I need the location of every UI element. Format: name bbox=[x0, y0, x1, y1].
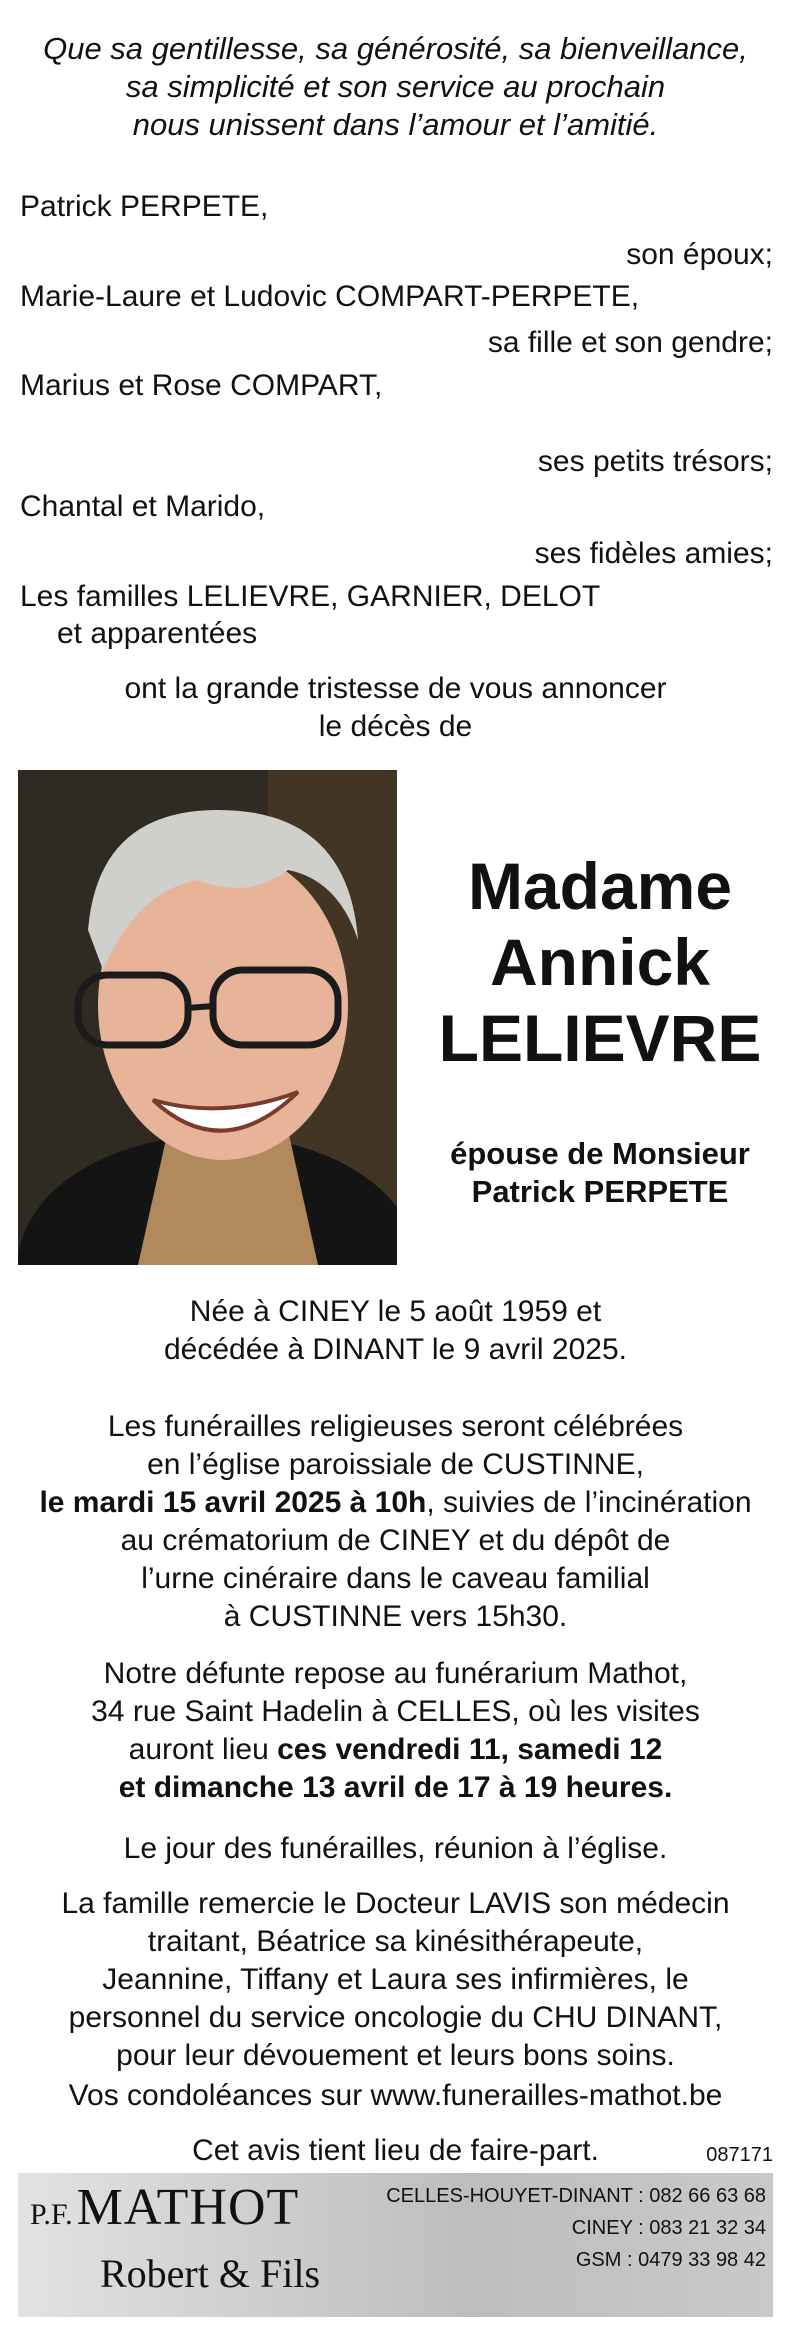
thanks-line-5: pour leur dévouement et leurs bons soins. bbox=[116, 2039, 675, 2072]
family-name-2: Marie-Laure et Ludovic COMPART-PERPETE, bbox=[20, 280, 640, 313]
portrait-photo bbox=[18, 770, 397, 1265]
repose-line-4 bbox=[0, 1769, 791, 1807]
death-line: décédée à DINANT le 9 avril 2025. bbox=[163, 1333, 628, 1366]
condolences-link[interactable]: Vos condoléances sur www.funerailles-mathot.be bbox=[68, 2079, 723, 2112]
repose-line-3 bbox=[0, 1731, 791, 1769]
funeral-line-4: au crématorium de CINEY et du dépôt de bbox=[120, 1524, 671, 1557]
brand-subtitle: Robert & Fils bbox=[100, 2251, 321, 2296]
thanks-line-4: personnel du service oncologie du CHU DINANT, bbox=[68, 2001, 723, 2034]
reference-number: 087171 bbox=[706, 2144, 773, 2166]
quote-line-3: nous unissent dans l’amour et l’amitié. bbox=[132, 107, 659, 142]
thanks-line-2: traitant, Béatrice sa kinésithérapeute, bbox=[147, 1925, 644, 1958]
funeral-line-2: en l’église paroissiale de CUSTINNE, bbox=[147, 1448, 644, 1481]
notice-text: Cet avis tient lieu de faire-part. bbox=[192, 2134, 599, 2167]
deceased-name-block bbox=[420, 848, 780, 1076]
family-relation-1: son époux; bbox=[626, 238, 773, 271]
spouse-block bbox=[420, 1135, 780, 1211]
thanks-info bbox=[0, 1885, 791, 2075]
funeral-home-brand bbox=[30, 2178, 299, 2237]
visit-days: ces vendredi 11, samedi 12 bbox=[277, 1733, 663, 1766]
repose-line-1: Notre défunte repose au funérarium Mathot, bbox=[103, 1657, 688, 1690]
funeral-line-3 bbox=[0, 1484, 791, 1522]
announce-line-2: le décès de bbox=[318, 710, 473, 743]
quote-line-1: Que sa gentillesse, sa générosité, sa bienveillance, bbox=[43, 31, 748, 66]
family-relation-2: sa fille et son gendre; bbox=[487, 326, 773, 359]
contact-phone-1: CELLES-HOUYET-DINANT : 082 66 63 68 bbox=[386, 2185, 766, 2207]
birth-death-info bbox=[0, 1293, 791, 1369]
repose-line-2: 34 rue Saint Hadelin à CELLES, où les visites bbox=[91, 1695, 700, 1728]
deceased-last-name: LELIEVRE bbox=[438, 1001, 762, 1075]
family-name-3: Marius et Rose COMPART, bbox=[20, 369, 383, 402]
thanks-line-3: Jeannine, Tiffany et Laura ses infirmières, le bbox=[102, 1963, 689, 1996]
family-relation-3: ses petits trésors; bbox=[537, 445, 773, 478]
family-relation-4: ses fidèles amies; bbox=[534, 537, 773, 570]
funeral-date: le mardi 15 avril 2025 à 10h bbox=[39, 1486, 427, 1519]
spouse-line-1: épouse de Monsieur bbox=[450, 1136, 750, 1171]
funeral-info bbox=[0, 1408, 791, 1636]
deceased-title: Madame bbox=[467, 849, 733, 923]
funeral-line-6: à CUSTINNE vers 15h30. bbox=[223, 1600, 568, 1633]
repose-line-3-start: auront lieu bbox=[128, 1733, 278, 1766]
families-line-1: Les familles LELIEVRE, GARNIER, DELOT bbox=[20, 580, 601, 613]
deceased-first-name: Annick bbox=[489, 925, 711, 999]
brand-prefix: P.F. bbox=[30, 2198, 73, 2231]
brand-name: MATHOT bbox=[76, 2179, 300, 2236]
contact-phone-3: GSM : 0479 33 98 42 bbox=[575, 2249, 766, 2271]
family-name-1: Patrick PERPETE, bbox=[20, 190, 269, 223]
funeral-line-1: Les funérailles religieuses seront célébrées bbox=[107, 1410, 684, 1443]
opening-quote bbox=[0, 30, 791, 144]
church-meeting: Le jour des funérailles, réunion à l’église. bbox=[123, 1832, 668, 1865]
funeral-line-5: l’urne cinéraire dans le caveau familial bbox=[141, 1562, 650, 1595]
visit-hours: et dimanche 13 avril de 17 à 19 heures. bbox=[118, 1771, 673, 1804]
quote-line-2: sa simplicité et son service au prochain bbox=[125, 69, 666, 104]
funeral-line-3-rest: , suivies de l’incinération bbox=[426, 1486, 752, 1519]
announce-line-1: ont la grande tristesse de vous annoncer bbox=[124, 672, 667, 705]
family-name-4: Chantal et Marido, bbox=[20, 490, 266, 523]
birth-line: Née à CINEY le 5 août 1959 et bbox=[189, 1295, 602, 1328]
spouse-line-2: Patrick PERPETE bbox=[471, 1174, 729, 1209]
repose-info bbox=[0, 1655, 791, 1807]
thanks-line-1: La famille remercie le Docteur LAVIS son médecin bbox=[61, 1887, 730, 1920]
contact-phone-2: CINEY : 083 21 32 34 bbox=[571, 2217, 766, 2239]
families-line-2: et apparentées bbox=[57, 617, 258, 650]
